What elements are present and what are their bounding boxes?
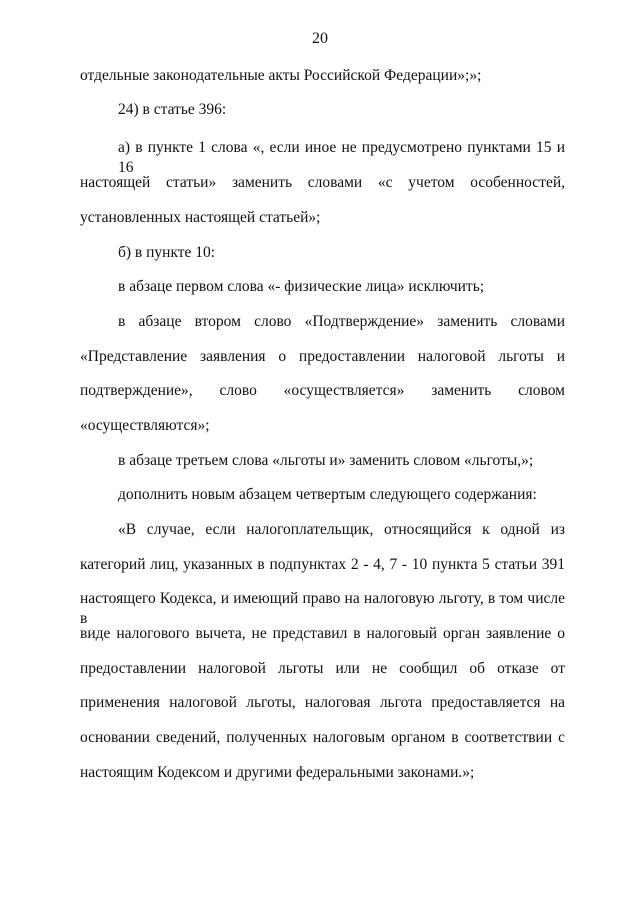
text-line: применения налоговой льготы, налоговая льгота предоставляется на [80, 694, 565, 711]
text-line: «В случае, если налогоплательщик, относящийся к одной из [118, 521, 565, 538]
text-line: виде налогового вычета, не представил в налоговый орган заявление о [80, 625, 565, 642]
text-line: «Представление заявления о предоставлении налоговой льготы и [80, 348, 565, 365]
text-line: предоставлении налоговой льготы или не сообщил об отказе от [80, 660, 565, 677]
text-line: установленных настоящей статьей»; [80, 209, 321, 226]
text-line: дополнить новым абзацем четвертым следующего содержания: [118, 486, 537, 503]
text-line: б) в пункте 10: [118, 244, 216, 261]
text-line: настоящим Кодексом и другими федеральными законами.»; [80, 764, 475, 781]
text-line: в абзаце втором слово «Подтверждение» заменить словами [118, 313, 565, 330]
text-line: категорий лиц, указанных в подпунктах 2 - 4, 7 - 10 пункта 5 статьи 391 [80, 556, 565, 573]
text-line: 24) в статье 396: [118, 101, 227, 118]
text-line: основании сведений, полученных налоговым органом в соответствии с [80, 729, 565, 746]
text-line: «осуществляются»; [80, 417, 210, 434]
page-number: 20 [312, 30, 328, 47]
text-line: подтверждение», слово «осуществляется» заменить словом [80, 382, 565, 399]
text-line: настоящего Кодекса, и имеющий право на налоговую льготу, в том числе в [80, 590, 565, 627]
text-line: а) в пункте 1 слова «, если иное не предусмотрено пунктами 15 и 16 [118, 139, 565, 176]
text-line: отдельные законодательные акты Российской Федерации»;»; [80, 67, 482, 84]
text-line: в абзаце третьем слова «льготы и» заменить словом «льготы,»; [118, 452, 534, 469]
text-line: в абзаце первом слова «- физические лица» исключить; [118, 278, 485, 295]
text-line: настоящей статьи» заменить словами «с учетом особенностей, [80, 174, 565, 191]
